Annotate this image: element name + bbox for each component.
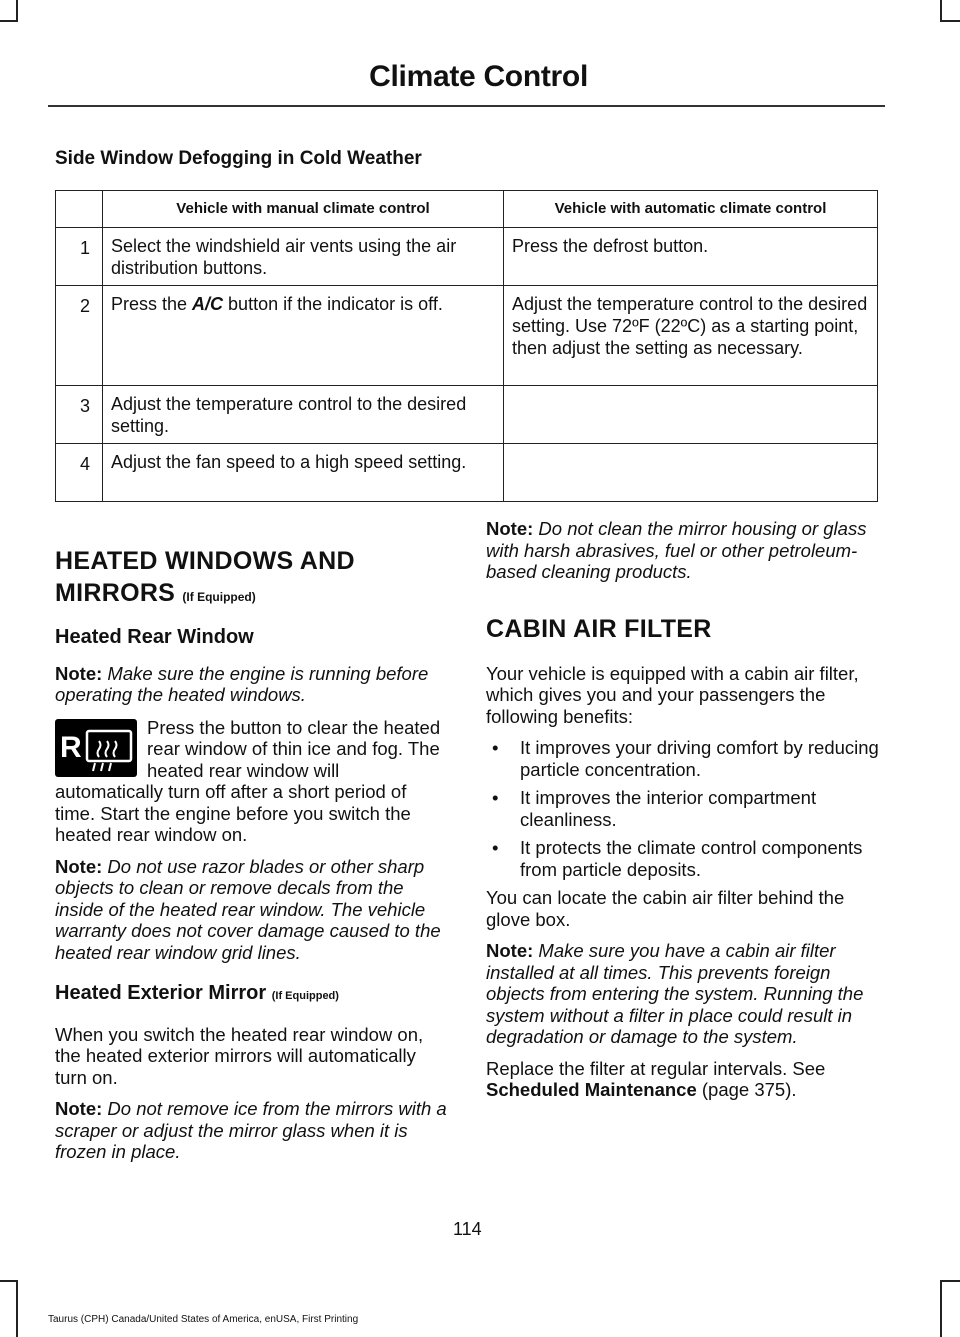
note-text: Do not clean the mirror housing or glass with harsh abrasives, fuel or other petroleum-based cleaning products.	[486, 518, 867, 582]
header-rule	[48, 105, 885, 107]
crop-mark	[16, 0, 18, 22]
list-item	[486, 787, 881, 830]
mirror-body: When you switch the heated rear window on, the heated exterior mirrors will automatically turn on.	[55, 1023, 424, 1088]
bullet-icon: •	[492, 837, 499, 858]
step-manual-text-post: button if the indicator is off.	[223, 294, 443, 314]
table-header-auto: Vehicle with automatic climate control	[504, 191, 878, 228]
note-paragraph	[486, 940, 881, 1048]
left-column	[55, 545, 450, 1163]
step-auto-text	[504, 444, 878, 502]
table-row	[56, 444, 878, 502]
step-manual-text-pre: Press the	[111, 294, 193, 314]
note-label: Note:	[55, 1098, 103, 1119]
step-number: 4	[56, 444, 103, 502]
note-paragraph	[55, 663, 450, 706]
heading-line1: HEATED WINDOWS AND	[55, 547, 355, 575]
step-manual-text	[103, 286, 504, 386]
step-auto-text	[504, 386, 878, 444]
step-manual-text: Adjust the temperature control to the desired setting.	[103, 386, 504, 444]
side-defog-heading: Side Window Defogging in Cold Weather	[55, 148, 422, 169]
list-item-text: It improves the interior compartment cleanliness.	[520, 787, 817, 830]
ac-button-label: A/C	[192, 294, 224, 314]
step-manual-text: Adjust the fan speed to a high speed setting.	[103, 444, 504, 502]
note-label: Note:	[486, 518, 534, 539]
page-number: 114	[453, 1219, 482, 1239]
rear-window-body-block	[55, 717, 450, 846]
list-item	[486, 737, 881, 780]
list-item	[486, 837, 881, 880]
if-equipped-label: (If Equipped)	[182, 590, 256, 604]
crop-mark	[942, 20, 960, 22]
note-text: Make sure you have a cabin air filter installed at all times. This prevents foreign objects from entering the system. Running the system without a filter in place could result in degradation or damage to the system.	[486, 940, 864, 1047]
crop-mark	[942, 1280, 960, 1282]
page-header-title: Climate Control	[369, 60, 588, 93]
heated-windows-heading	[55, 545, 450, 613]
cabin-filter-heading: CABIN AIR FILTER	[486, 614, 712, 643]
note-label: Note:	[486, 940, 534, 961]
note-paragraph	[55, 1098, 450, 1163]
replace-text: Replace the filter at regular intervals. See	[486, 1057, 826, 1079]
crop-mark	[940, 1280, 942, 1337]
heated-rear-window-heading: Heated Rear Window	[55, 626, 254, 648]
replace-page-ref: (page 375).	[696, 1079, 797, 1100]
step-number: 2	[56, 286, 103, 386]
note-text: Do not remove ice from the mirrors with a scraper or adjust the mirror glass when it is frozen in place.	[55, 1098, 447, 1162]
defog-steps-table	[55, 190, 878, 502]
heading-line2: MIRRORS	[55, 579, 176, 607]
list-item-text: It improves your driving comfort by reducing particle concentration.	[520, 737, 879, 780]
crop-mark	[16, 1280, 18, 1337]
note-paragraph	[55, 856, 450, 964]
if-equipped-label: (If Equipped)	[271, 990, 339, 1002]
benefits-list	[486, 737, 881, 880]
step-number: 3	[56, 386, 103, 444]
heated-rear-window-icon	[55, 719, 137, 777]
crop-mark	[0, 20, 18, 22]
right-column	[486, 518, 881, 1101]
crop-mark	[940, 0, 942, 22]
cabin-replace	[486, 1058, 881, 1101]
footer-text: Taurus (CPH) Canada/United States of America, enUSA, First Printing	[48, 1314, 359, 1325]
cabin-locate: You can locate the cabin air filter behind the glove box.	[486, 887, 845, 930]
table-header-row	[56, 191, 878, 228]
step-manual-text: Select the windshield air vents using the air distribution buttons.	[103, 228, 504, 286]
step-auto-text: Press the defrost button.	[504, 228, 878, 286]
note-text: Do not use razor blades or other sharp objects to clean or remove decals from the inside of the heated rear window. The vehicle warranty does not cover damage caused to the heated rear window grid lines.	[55, 855, 441, 963]
bullet-icon: •	[492, 787, 499, 808]
heated-mirror-heading	[55, 983, 450, 1008]
bullet-icon: •	[492, 737, 499, 758]
cabin-intro: Your vehicle is equipped with a cabin air filter, which gives you and your passengers the following benefits:	[486, 662, 859, 727]
rear-window-body: Press the button to clear the heated rear window of thin ice and fog. The heated rear window will automatically turn off after a short period of time. Start the engine before you switch the heated rear window on.	[55, 716, 441, 845]
table-row	[56, 386, 878, 444]
step-auto-text: Adjust the temperature control to the desired setting. Use 72ºF (22ºC) as a starting point, then adjust the setting as necessary.	[504, 286, 878, 386]
svg-text:R: R	[60, 730, 82, 764]
step-number: 1	[56, 228, 103, 286]
table-row	[56, 228, 878, 286]
table-header-num	[56, 191, 103, 228]
list-item-text: It protects the climate control components from particle deposits.	[520, 837, 863, 880]
scheduled-maintenance-link[interactable]: Scheduled Maintenance	[486, 1079, 697, 1100]
crop-mark	[0, 1280, 18, 1282]
note-paragraph	[486, 518, 881, 583]
note-label: Note:	[55, 855, 103, 877]
note-text: Make sure the engine is running before operating the heated windows.	[55, 662, 429, 705]
note-label: Note:	[55, 662, 103, 684]
table-header-manual: Vehicle with manual climate control	[103, 191, 504, 228]
heated-mirror-title: Heated Exterior Mirror	[55, 982, 267, 1004]
table-row	[56, 286, 878, 386]
